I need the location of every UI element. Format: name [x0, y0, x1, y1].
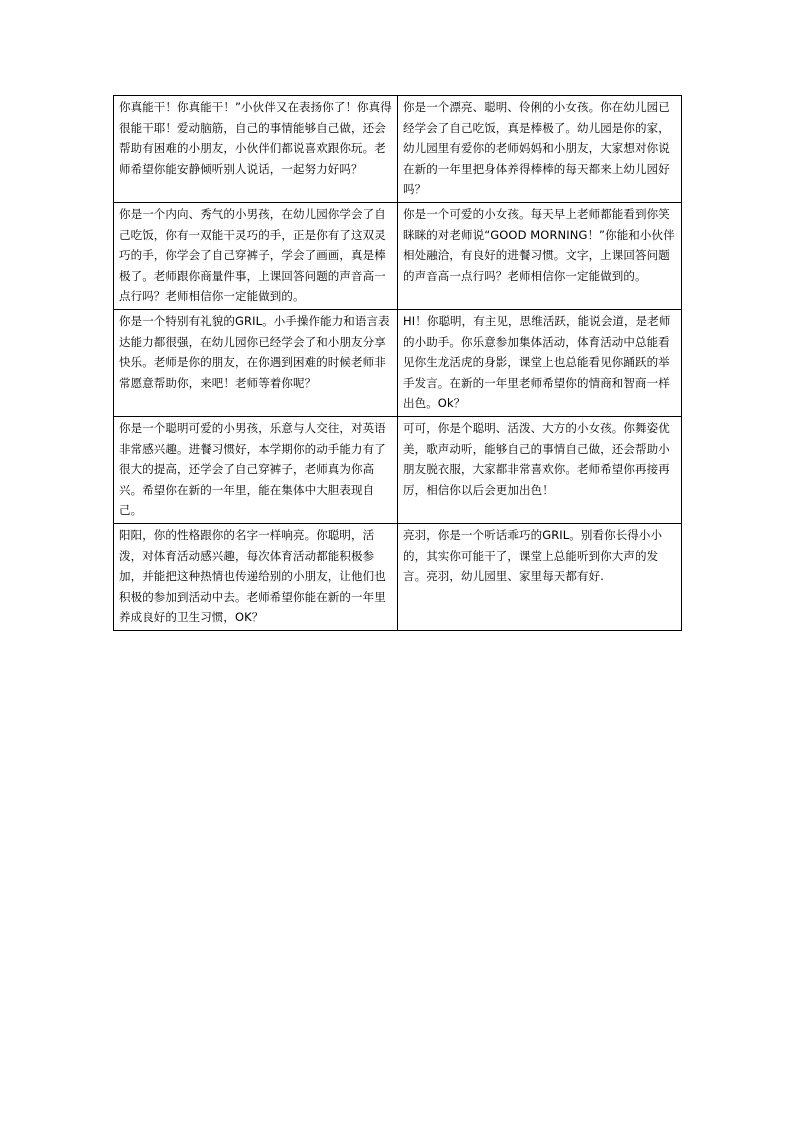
comment-cell: 你是一个可爱的小女孩。每天早上老师都能看到你笑眯眯的对老师说“GOOD MORNING！”你能和小伙伴相处融洽，有良好的进餐习惯。文字，上课回答问题的声音高一点行吗？老师相信你一定能做到的。 — [398, 202, 682, 309]
comment-cell: 阳阳，你的性格跟你的名字一样响亮。你聪明，活泼，对体育活动感兴趣，每次体育活动都能积极参加，并能把这种热情也传递给别的小朋友，让他们也积极的参加到活动中去。老师希望你能在新的一年里养成良好的卫生习惯，OK？ — [114, 523, 398, 630]
comment-cell: 你是一个聪明可爱的小男孩，乐意与人交往，对英语非常感兴趣。进餐习惯好，本学期你的动手能力有了很大的提高，还学会了自己穿裤子，老师真为你高兴。希望你在新的一年里，能在集体中大胆表现自己。 — [114, 416, 398, 523]
table-row — [114, 309, 682, 416]
table-row — [114, 96, 682, 203]
comment-cell: 你是一个漂亮、聪明、伶俐的小女孩。你在幼儿园已经学会了自己吃饭，真是棒极了。幼儿园是你的家，幼儿园里有爱你的老师妈妈和小朋友，大家想对你说在新的一年里把身体养得棒棒的每天都来上幼儿园好吗？ — [398, 96, 682, 203]
comment-cell: 可可，你是个聪明、活泼、大方的小女孩。你舞姿优美，歌声动听，能够自己的事情自己做，还会帮助小朋友脱衣服，大家都非常喜欢你。老师希望你再接再厉，相信你以后会更加出色！ — [398, 416, 682, 523]
table-row — [114, 523, 682, 630]
comment-cell: HI！你聪明，有主见，思维活跃，能说会道，是老师的小助手。你乐意参加集体活动，体育活动中总能看见你生龙活虎的身影，课堂上也总能看见你踊跃的举手发言。在新的一年里老师希望你的情商和智商一样出色。Ok？ — [398, 309, 682, 416]
table-row — [114, 202, 682, 309]
comment-cell: 你是一个特别有礼貌的GRIL。小手操作能力和语言表达能力都很强，在幼儿园你已经学会了和小朋友分享快乐。老师是你的朋友，在你遇到困难的时候老师非常愿意帮助你，来吧！老师等着你呢？ — [114, 309, 398, 416]
comment-cell: 你是一个内向、秀气的小男孩，在幼儿园你学会了自己吃饭，你有一双能干灵巧的手，正是你有了这双灵巧的手，你学会了自己穿裤子，学会了画画，真是棒极了。老师跟你商量件事，上课回答问题的声音高一点行吗？老师相信你一定能做到的。 — [114, 202, 398, 309]
comment-cell: 你真能干！你真能干！”小伙伴又在表扬你了！你真得很能干耶！爱动脑筋，自己的事情能够自己做，还会帮助有困难的小朋友，小伙伴们都说喜欢跟你玩。老师希望你能安静倾听别人说话，一起努力好吗？ — [114, 96, 398, 203]
comments-table — [113, 95, 682, 631]
table-row — [114, 416, 682, 523]
comment-cell: 亮羽，你是一个听话乖巧的GRIL。别看你长得小小的，其实你可能干了，课堂上总能听到你大声的发言。亮羽，幼儿园里、家里每天都有好. — [398, 523, 682, 630]
